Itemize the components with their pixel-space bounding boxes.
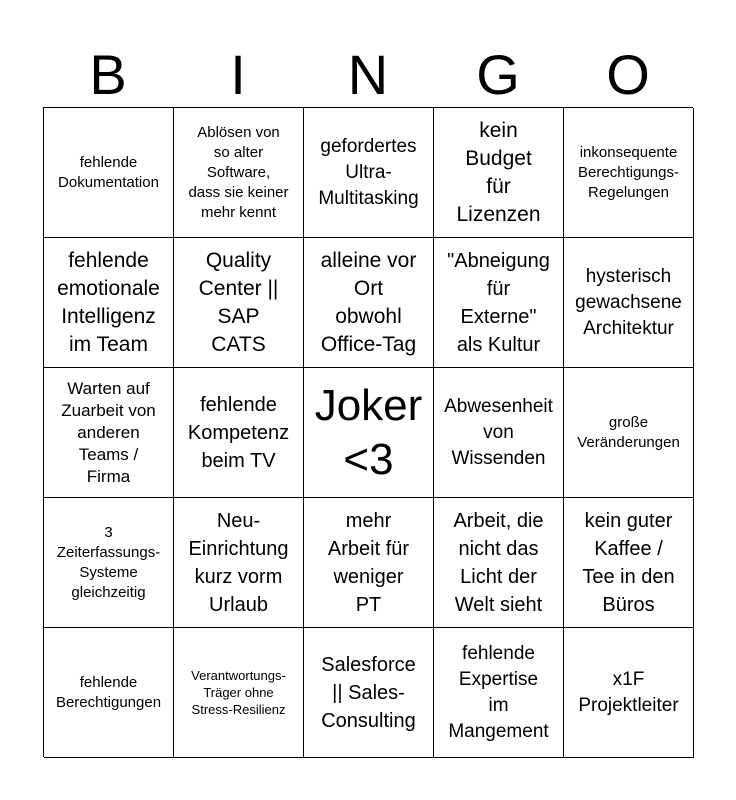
bingo-cell-r2c3[interactable]	[304, 238, 434, 368]
bingo-cell-r5c5[interactable]	[564, 628, 694, 758]
bingo-cell-r2c4[interactable]	[434, 238, 564, 368]
bingo-cell-r4c1[interactable]	[44, 498, 174, 628]
bingo-cell-r2c5[interactable]	[564, 238, 694, 368]
cell-text: fehlende Expertise im Mangement	[448, 642, 549, 742]
bingo-cell-r5c3[interactable]	[304, 628, 434, 758]
bingo-cell-r5c4[interactable]	[434, 628, 564, 758]
cell-text: hysterisch gewachsene Architektur	[575, 265, 682, 339]
bingo-cell-r3c5[interactable]	[564, 368, 694, 498]
cell-text: kein guter Kaffee / Tee in den Büros	[582, 509, 675, 616]
cell-text: mehr Arbeit für weniger PT	[327, 509, 410, 616]
bingo-cell-r4c5[interactable]	[564, 498, 694, 628]
cell-text: Neu- Einrichtung kurz vorm Urlaub	[188, 509, 289, 616]
cell-text: Ablösen von so alter Software, dass sie keiner mehr kennt	[188, 123, 289, 221]
bingo-cell-r3c1[interactable]	[44, 368, 174, 498]
cell-text: alleine vor Ort obwohl Office-Tag	[320, 248, 417, 356]
cell-text: fehlende emotionale Intelligenz im Team	[57, 248, 160, 356]
cell-text: Quality Center || SAP CATS	[198, 248, 279, 356]
bingo-card-grid	[43, 107, 693, 757]
cell-text: x1F Projektleiter	[578, 668, 679, 716]
header-letter-g: G	[476, 43, 520, 106]
bingo-cell-r1c5[interactable]	[564, 108, 694, 238]
cell-text: fehlende Dokumentation	[58, 153, 159, 191]
bingo-cell-r5c1[interactable]	[44, 628, 174, 758]
bingo-cell-r1c1[interactable]	[44, 108, 174, 238]
bingo-header	[43, 44, 693, 106]
header-letter-o: O	[606, 43, 650, 106]
header-letter-b: B	[89, 43, 127, 106]
bingo-cell-r1c4[interactable]	[434, 108, 564, 238]
cell-text: "Abneigung für Externe" als Kultur	[447, 249, 550, 356]
bingo-cell-r1c2[interactable]	[174, 108, 304, 238]
cell-text: Arbeit, die nicht das Licht der Welt sieht	[453, 509, 544, 616]
bingo-cell-r3c2[interactable]	[174, 368, 304, 498]
header-letter-n: N	[347, 43, 389, 106]
bingo-cell-r3c3-free-space[interactable]	[304, 368, 434, 498]
cell-text: fehlende Kompetenz beim TV	[187, 393, 290, 472]
bingo-cell-r4c3[interactable]	[304, 498, 434, 628]
cell-text: inkonsequente Berechtigungs- Regelungen	[578, 143, 679, 201]
cell-text: Salesforce || Sales- Consulting	[321, 653, 416, 732]
cell-text: Verantwortungs- Träger ohne Stress-Resilienz	[191, 668, 286, 717]
cell-text: fehlende Berechtigungen	[55, 673, 162, 711]
cell-text: kein Budget für Lizenzen	[456, 118, 541, 226]
cell-text: große Veränderungen	[577, 413, 680, 451]
bingo-cell-r2c1[interactable]	[44, 238, 174, 368]
bingo-cell-r4c2[interactable]	[174, 498, 304, 628]
cell-text: gefordertes Ultra- Multitasking	[318, 135, 419, 209]
bingo-cell-r4c4[interactable]	[434, 498, 564, 628]
header-letter-i: I	[230, 43, 246, 106]
cell-text: Warten auf Zuarbeit von anderen Teams / Firma	[61, 378, 156, 486]
bingo-cell-r3c4[interactable]	[434, 368, 564, 498]
cell-text: 3 Zeiterfassungs- Systeme gleichzeitig	[56, 523, 161, 601]
joker-text: Joker <3	[314, 380, 423, 484]
cell-text: Abwesenheit von Wissenden	[444, 395, 553, 469]
bingo-cell-r1c3[interactable]	[304, 108, 434, 238]
bingo-cell-r5c2[interactable]	[174, 628, 304, 758]
bingo-cell-r2c2[interactable]	[174, 238, 304, 368]
